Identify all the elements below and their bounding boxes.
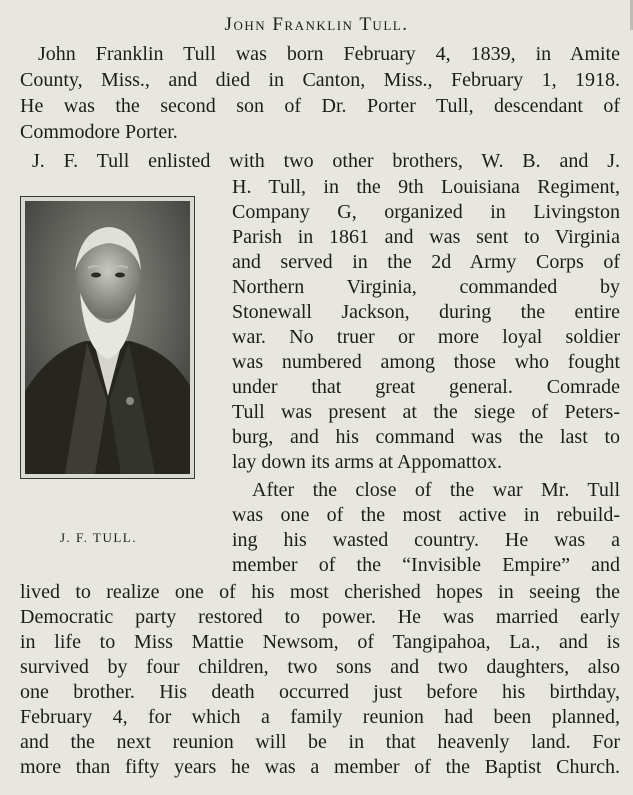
portrait-caption: J. F. TULL. [60, 530, 137, 545]
text-line: Northern Virginia, commanded by [232, 276, 620, 298]
text-line: Commodore Porter. [20, 121, 178, 143]
text-line: war. No truer or more loyal soldier [232, 326, 620, 348]
text-line: in life to Miss Mattie Newsom, of Tangipahoa, La., and is [20, 631, 620, 653]
text-line: was numbered among those who fought [232, 351, 620, 373]
article-title: John Franklin Tull. [224, 14, 409, 35]
text-line: February 4, for which a family reunion had been planned, [20, 706, 620, 728]
text-line: one brother. His death occurred just before his birthday, [20, 681, 620, 703]
text-line: survived by four children, two sons and two daughters, also [20, 656, 620, 678]
text-line: more than fifty years he was a member of the Baptist Church. [20, 756, 620, 778]
text-line: Democratic party restored to power. He was married early [20, 606, 620, 628]
text-line: lived to realize one of his most cherished hopes in seeing the [20, 581, 620, 603]
text-line: Parish in 1861 and was sent to Virginia [232, 226, 620, 248]
text-line: and served in the 2d Army Corps of [232, 251, 620, 273]
text-line: lay down its arms at Appomattox. [232, 451, 502, 473]
text-line: After the close of the war Mr. Tull [252, 479, 620, 501]
text-line: John Franklin Tull was born February 4, 1839, in Amite [38, 43, 620, 65]
text-line: He was the second son of Dr. Porter Tull, descendant of [20, 95, 620, 117]
text-line: and the next reunion will be in that heavenly land. For [20, 731, 620, 753]
text-line: County, Miss., and died in Canton, Miss., February 1, 1918. [20, 69, 620, 91]
text-line: Stonewall Jackson, during the entire [232, 301, 620, 323]
portrait-image [25, 201, 190, 474]
text-line: member of the “Invisible Empire” and [232, 554, 620, 576]
text-line: Tull was present at the siege of Peters- [232, 401, 620, 423]
text-line: burg, and his command was the last to [232, 426, 620, 448]
text-line: J. F. Tull enlisted with two other brothers, W. B. and J. [32, 150, 620, 172]
text-line: Company G, organized in Livingston [232, 201, 620, 223]
text-line: was one of the most active in rebuild- [232, 504, 620, 526]
text-line: ing his wasted country. He was a [232, 529, 620, 551]
portrait-photo [20, 196, 195, 479]
text-line: H. Tull, in the 9th Louisiana Regiment, [232, 176, 620, 198]
text-line: under that great general. Comrade [232, 376, 620, 398]
